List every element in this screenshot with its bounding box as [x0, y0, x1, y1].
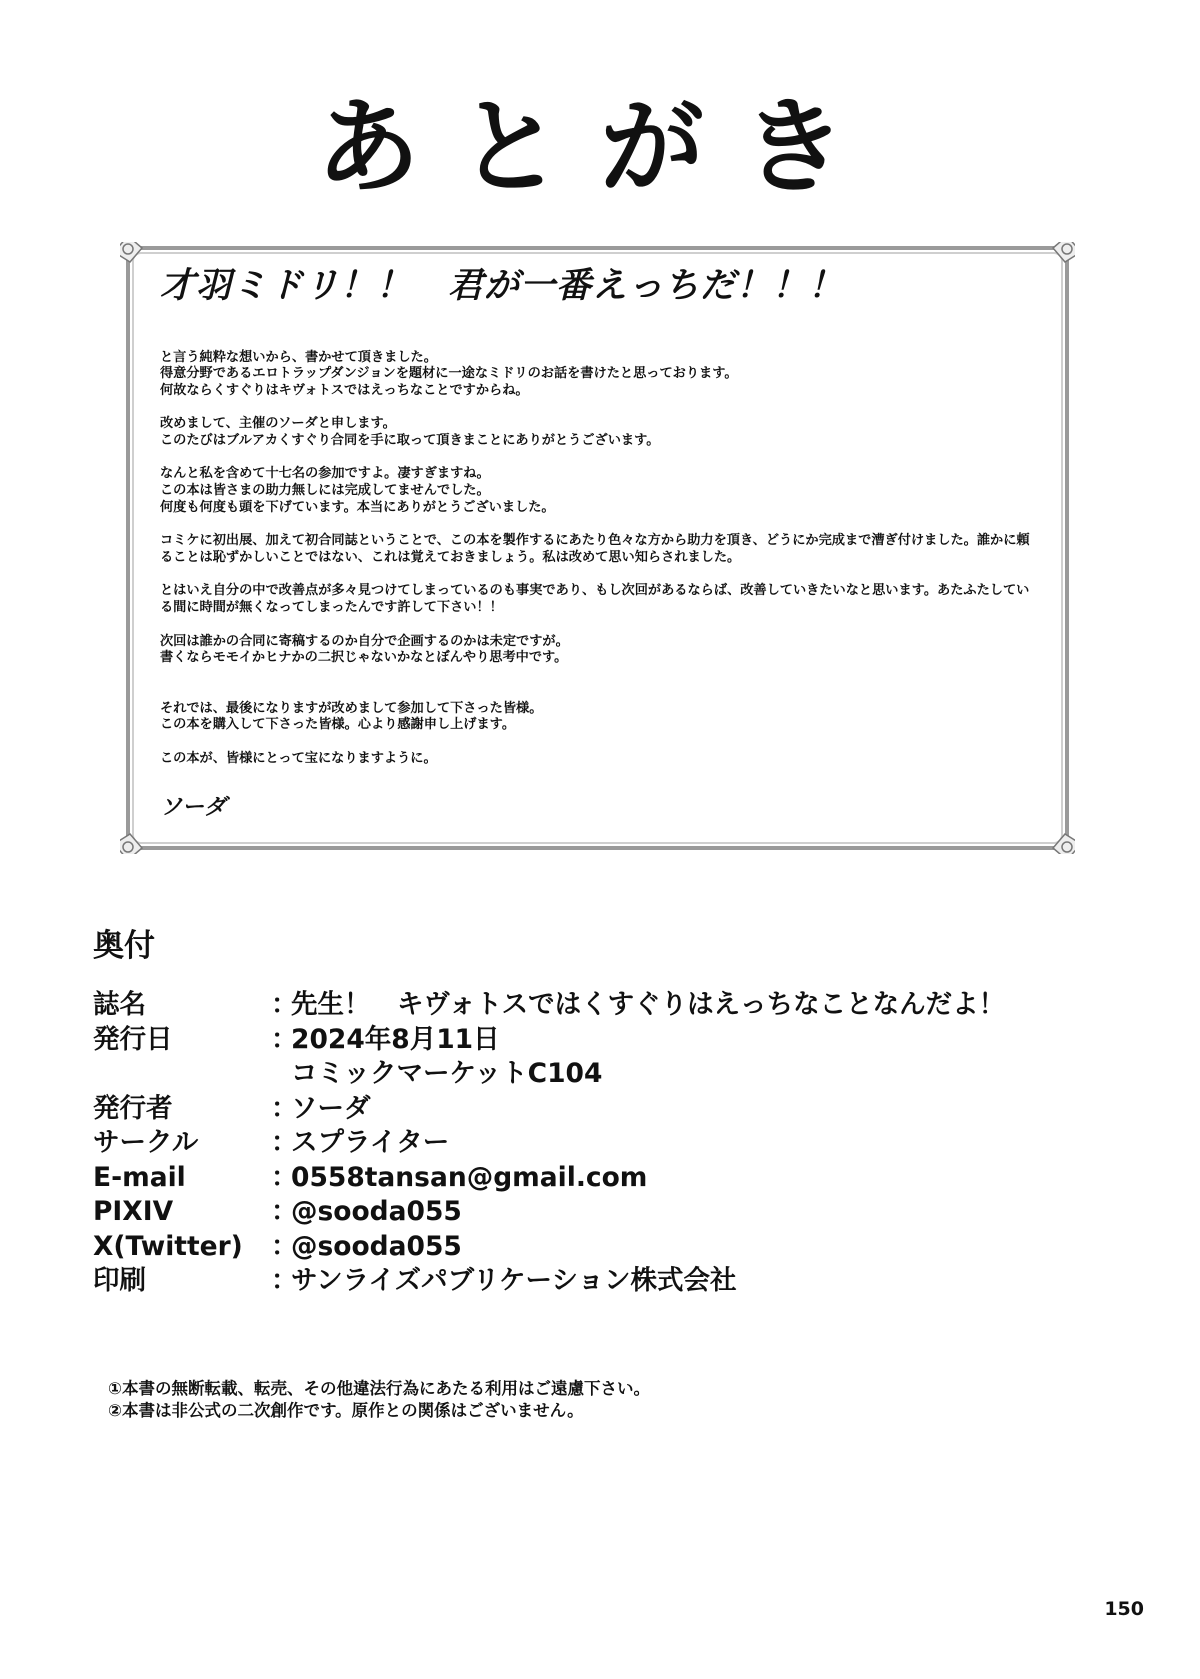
afterword-headline: 才羽ミドリ！！ 君が一番えっちだ！！！ [160, 266, 845, 306]
colophon-value: ソーダ [291, 1092, 371, 1124]
afterword-paragraph [160, 751, 1035, 768]
colophon-value: サンライズパブリケーション株式会社 [291, 1265, 737, 1296]
colophon-label: E-mail [93, 1161, 186, 1193]
corner-ornament-top-right [1053, 242, 1075, 262]
colophon-label: PIXIV [93, 1196, 174, 1227]
colophon-label: サークル [93, 1127, 199, 1158]
afterword-paragraph [160, 416, 1035, 449]
afterword-frame [120, 242, 1075, 854]
afterword-line: この本を購入して下さった皆様。心より感謝申し上げます。 [160, 717, 516, 733]
colophon-value: スプライター [291, 1127, 450, 1158]
colophon-label: 発行日 [93, 1023, 173, 1055]
colophon-row-date [93, 1023, 1103, 1058]
afterword-line: なんと私を含めて十七名の参加ですよ。凄すぎますね。 [160, 466, 490, 482]
colophon-colon: ： [271, 989, 298, 1020]
afterword-paragraph [160, 701, 1035, 734]
colophon-label: 印刷 [93, 1265, 146, 1296]
corner-ornament-bottom-left [120, 834, 142, 854]
page-number: 150 [1104, 1598, 1144, 1620]
afterword-paragraph [160, 533, 1035, 566]
colophon-row-title [93, 988, 1103, 1023]
afterword-line: この本は皆さまの助力無しには完成してませんでした。 [160, 483, 490, 499]
afterword-body [160, 350, 1035, 768]
afterword-line: 改めまして、主催のソーダと申します。 [160, 416, 396, 432]
afterword-line: 何度も何度も頭を下げています。本当にありがとうございました。 [160, 499, 555, 515]
colophon-value: @sooda055 [291, 1196, 462, 1227]
corner-ornament-top-left [120, 242, 142, 262]
afterword-line: 書くならモモイかヒナかの二択じゃないかなとぼんやり思考中です。 [160, 650, 568, 666]
afterword-line: 次回は誰かの合同に寄稿するのか自分で企画するのかは未定ですが。 [160, 633, 569, 649]
colophon-row-event [93, 1057, 1103, 1092]
colophon-row-email [93, 1161, 1103, 1196]
colophon-colon: ： [271, 1023, 298, 1055]
colophon-value: コミックマーケットC104 [291, 1058, 603, 1089]
afterword-line: 何故ならくすぐりはキヴォトスではえっちなことですからね。 [160, 382, 529, 398]
colophon-colon: ： [271, 1092, 298, 1124]
colophon-row-publisher [93, 1092, 1103, 1127]
colophon-value: 0558tansan@gmail.com [291, 1161, 648, 1193]
corner-ornament-bottom-right [1053, 834, 1075, 854]
colophon-heading: 奥付 [93, 928, 155, 964]
afterword-paragraph [160, 466, 1035, 516]
colophon-label [93, 1057, 271, 1092]
note-item: ①本書の無断転載、転売、その他違法行為にあたる利用はご遠慮下さい。 [108, 1379, 650, 1398]
colophon-colon: ： [271, 1265, 298, 1296]
page-title: あとがき [315, 86, 884, 208]
colophon-colon: ： [271, 1230, 298, 1262]
colophon-row-pixiv [93, 1195, 1103, 1230]
colophon-colon: ： [271, 1196, 298, 1227]
notes [108, 1378, 650, 1422]
colophon-row-circle [93, 1126, 1103, 1161]
afterword-line: コミケに初出展、加えて初合同誌ということで、この本を製作するにあたり色々な方から助力を頂き、どうにか完成まで漕ぎ付けました。誰かに頼ることは恥ずかしいことではない、これは覚えておきましょう。私は改めて思い知らされました。 [160, 533, 1030, 565]
afterword-paragraph [160, 350, 1035, 400]
colophon-value: 先生！ キヴォトスではくすぐりはえっちなことなんだよ！ [291, 989, 1006, 1020]
colophon-label: 発行者 [93, 1092, 173, 1124]
colophon-row-twitter [93, 1230, 1103, 1265]
afterword-line: と言う純粋な想いから、書かせて頂きました。 [160, 349, 437, 365]
colophon-colon: ： [271, 1161, 298, 1193]
colophon-colon: ： [271, 1127, 298, 1158]
afterword-line: それでは、最後になりますが改めまして参加して下さった皆様。 [160, 700, 543, 716]
afterword-line: 得意分野であるエロトラップダンジョンを題材に一途なミドリのお話を書けたと思っております。 [160, 366, 738, 382]
afterword-paragraph [160, 583, 1035, 616]
afterword-line: このたびはブルアカくすぐり合同を手に取って頂きまことにありがとうございます。 [160, 432, 660, 448]
afterword-line: この本が、皆様にとって宝になりますように。 [160, 751, 437, 766]
colophon-table [93, 988, 1103, 1299]
colophon-row-printer [93, 1264, 1103, 1299]
colophon-label: 誌名 [93, 989, 146, 1020]
note-item: ②本書は非公式の二次創作です。原作との関係はございません。 [108, 1401, 584, 1420]
colophon-label: X(Twitter) [93, 1230, 243, 1262]
afterword-line: とはいえ自分の中で改善点が多々見つけてしまっているのも事実であり、もし次回があるならば、改善していきたいなと思います。あたふたしている間に時間が無くなってしまったんです許して下さい！！ [160, 583, 1030, 616]
afterword-signature: ソーダ [160, 794, 227, 820]
colophon-value: 2024年8月11日 [291, 1023, 500, 1055]
afterword-paragraph [160, 634, 1035, 667]
colophon-value: @sooda055 [291, 1230, 462, 1262]
